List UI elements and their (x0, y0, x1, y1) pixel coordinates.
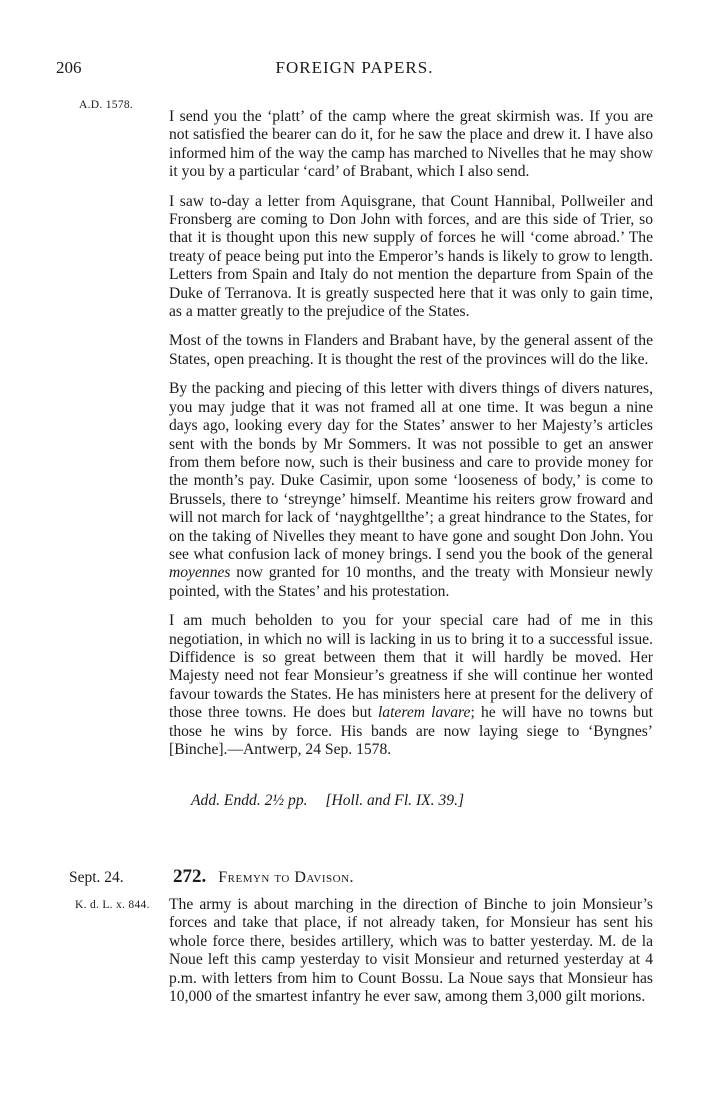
paragraph-4-text-b: now granted for 10 months, and the treaty with Monsieur newly pointed, with the States’ and his protestation. (169, 564, 654, 600)
endorsement-reference: [Holl. and Fl. IX. 39.] (325, 792, 465, 809)
margin-reference: K. d. L. x. 844. (75, 899, 150, 911)
paragraph-5 (169, 612, 653, 759)
entry-names: Fremyn to Davison. (218, 869, 355, 886)
paragraph-3: Most of the towns in Flanders and Brabant have, by the general assent of the States, open preaching. It is thought the rest of the provinces will do the like. (169, 332, 653, 368)
paragraph-5-text-a: I am much beholden to you for your special care had of me in this negotiation, in which no will is lacking in us to bring it to a successful issue. Diffidence is so great between them that it will hardly be moved. Her Majesty need not fear Monsieur’s greatness if she will continue her wonted favour towards the States. He has ministers here at present for the delivery of those three towns. He does but (169, 612, 653, 722)
margin-date: Sept. 24. (69, 869, 124, 886)
paragraph-1: I send you the ‘platt’ of the camp where the great skirmish was. If you are not satisfied the bearer can do it, for he saw the place and drew it. I have also informed him of the way the camp has marched to Nivelles that he may show it you by a particular ‘card’ of Brabant, which I also send. (169, 108, 653, 181)
paragraph-2: I saw to-day a letter from Aquisgrane, that Count Hannibal, Pollweiler and Fronsberg are coming to Don John with forces, and are this side of Trier, so that it is thought upon this new supply of forces he will ‘come abroad.’ The treaty of peace being put into the Emperor’s hands is likely to grow to length. Letters from Spain and Italy do not mention the departure from Spain of the Duke of Terranova. It is greatly suspected here that it was only to gain time, as a matter greatly to the prejudice of the States. (169, 192, 653, 321)
endorsement-text: Add. Endd. 2½ pp. (191, 792, 308, 809)
paragraph-6: The army is about marching in the direction of Binche to join Monsieur’s forces and take that place, if not already taken, for Monsieur has sent his whole force there, besides artillery, which was to batter yesterday. M. de la Noue left this camp yesterday to visit Monsieur and returned yesterday at 4 p.m. with letters from him to Count Bossu. La Noue says that Monsieur has 10,000 of the smartest infantry he ever saw, among them 3,000 gilt morions. (169, 896, 653, 1006)
letter-body (169, 108, 653, 759)
endorsement (191, 792, 464, 810)
paragraph-4 (169, 380, 653, 601)
margin-year: A.D. 1578. (79, 99, 134, 111)
entry-number: 272. (173, 866, 207, 887)
paragraph-4-italic: moyennes (169, 564, 231, 582)
entry-body (169, 896, 653, 1006)
paragraph-5-italic: laterem lavare (377, 704, 471, 722)
page-number: 206 (56, 58, 82, 77)
paragraph-4-text-a: By the packing and piecing of this letter with divers things of divers natures, you may judge that it was not framed all at one time. It was begun a nine days ago, looking every day for the States’ answer to her Majesty’s articles sent with the bonds by Mr Sommers. It was not possible to get an answer from them before now, such is their business and care to provide money for the month’s pay. Duke Casimir, upon some ‘looseness of body,’ is come to Brussels, there to ‘streynge’ himself. Meantime his reiters grow froward and will not march for lack of ‘nayghtgellthe’; a great hindrance to the States, for on the taking of Nivelles they meant to have gone and sought Don John. You see what confusion lack of money brings. I send you the book of the general (169, 380, 653, 563)
entry-heading (173, 866, 354, 888)
paragraph-5-text-b: ; he will have no towns but those he wins by force. His bands are now laying siege to ‘Byngnes’ [Binche].—Antwerp, 24 Sep. 1578. (169, 704, 653, 758)
running-title: FOREIGN PAPERS. (275, 58, 434, 77)
